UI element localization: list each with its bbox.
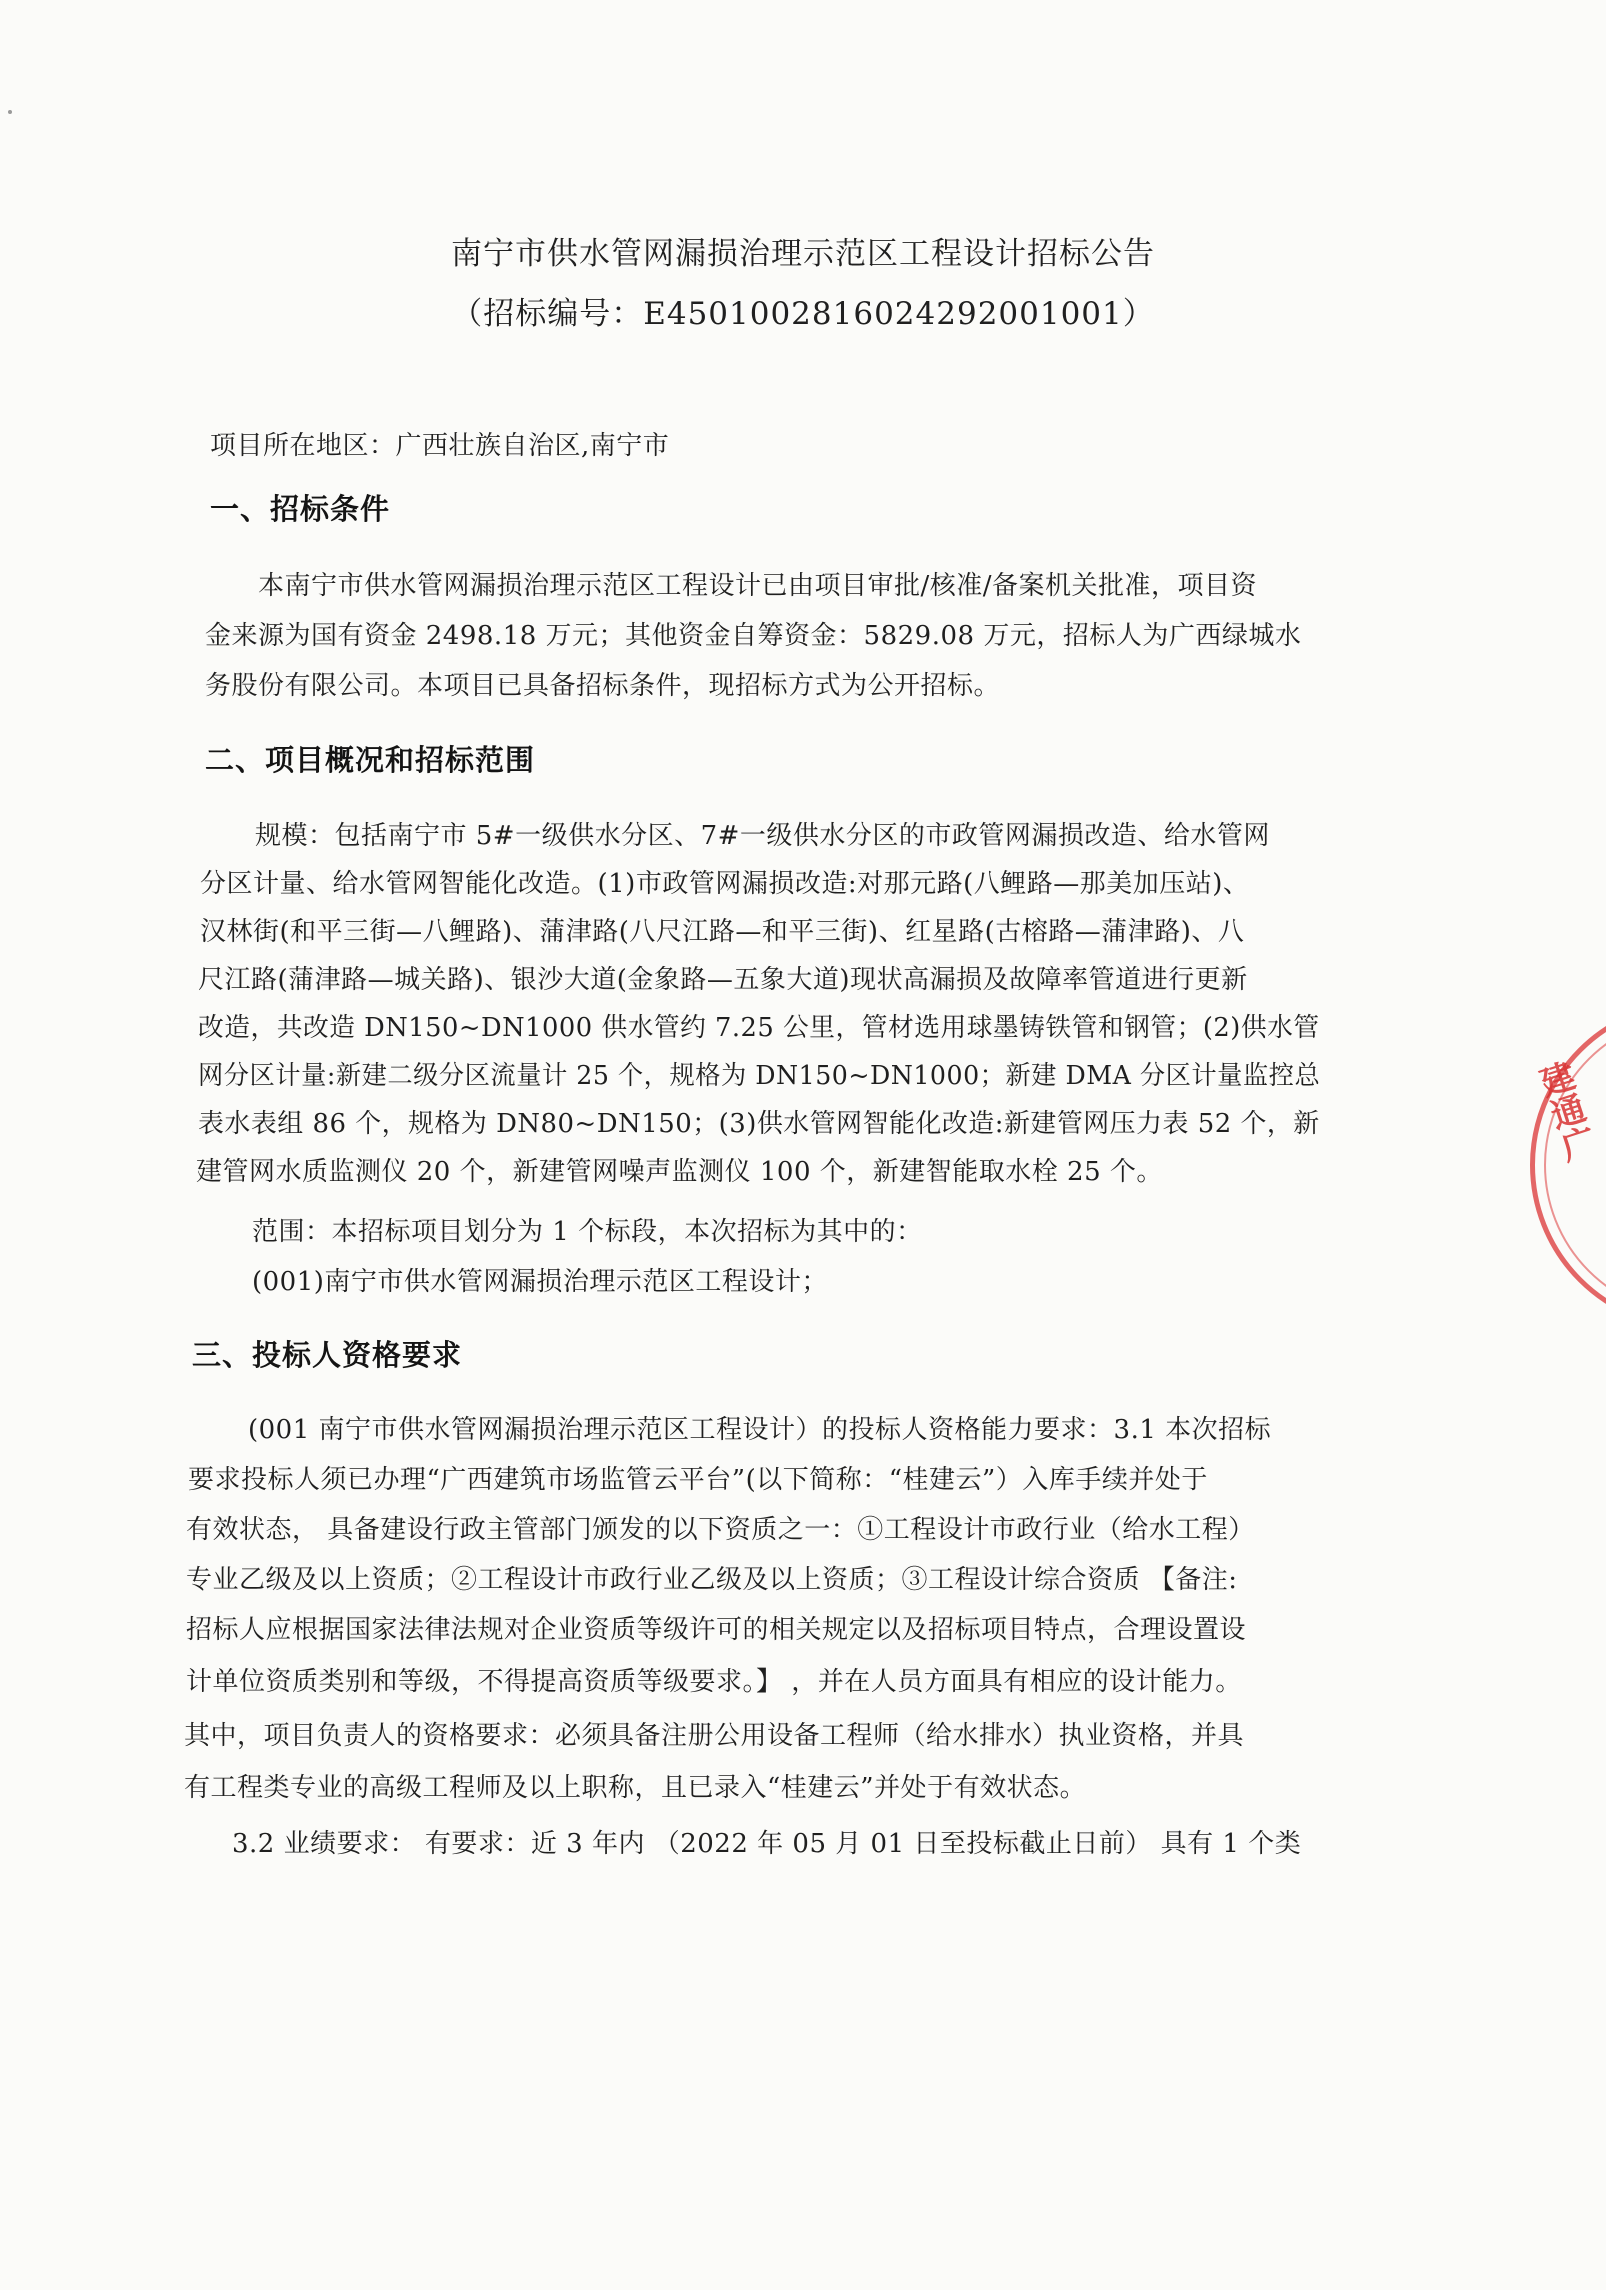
section-2-line: 尺江路(蒲津路—城关路)、银沙大道(金象路—五象大道)现状高漏损及故障率管道进行更新 <box>198 965 1248 995</box>
section-heading-2: 二、项目概况和招标范围 <box>205 743 536 777</box>
section-1-line: 金来源为国有资金 2498.18 万元；其他资金自筹资金：5829.08 万元，招标人为广西绿城水 <box>205 621 1302 651</box>
section-2-line: 网分区计量:新建二级分区流量计 25 个，规格为 DN150~DN1000；新建 DMA 分区计量监控总 <box>198 1061 1321 1091</box>
section-1-line: 务股份有限公司。本项目已具备招标条件，现招标方式为公开招标。 <box>205 671 1001 701</box>
section-heading-1: 一、招标条件 <box>210 492 391 526</box>
official-seal-text: 建通广 <box>1529 1057 1600 1167</box>
section-2-line: 改造，共改造 DN150~DN1000 供水管约 7.25 公里，管材选用球墨铸铁管和钢管；(2)供水管 <box>198 1013 1320 1043</box>
section-2-line: 建管网水质监测仪 20 个，新建管网噪声监测仪 100 个，新建智能取水栓 25 个。 <box>196 1157 1163 1187</box>
project-location: 项目所在地区：广西壮族自治区,南宁市 <box>210 431 670 461</box>
section-3-line: 招标人应根据国家法律法规对企业资质等级许可的相关规定以及招标项目特点，合理设置设 <box>186 1615 1247 1645</box>
section-3-line: 其中，项目负责人的资格要求：必须具备注册公用设备工程师（给水排水）执业资格，并具 <box>184 1721 1245 1751</box>
section-2-line: 汉林街(和平三街—八鲤路)、蒲津路(八尺江路—和平三街)、红星路(古榕路—蒲津路)、八 <box>200 917 1245 947</box>
bid-number: （招标编号：E4501002816024292001001） <box>451 296 1155 332</box>
section-heading-3: 三、投标人资格要求 <box>192 1338 463 1372</box>
scan-speck <box>8 110 12 114</box>
section-2-line: 分区计量、给水管网智能化改造。(1)市政管网漏损改造:对那元路(八鲤路—那美加压站)、 <box>200 869 1250 899</box>
section-3-line: 专业乙级及以上资质；②工程设计市政行业乙级及以上资质；③工程设计综合资质 【备注: <box>186 1565 1238 1595</box>
section-3-line: (001 南宁市供水管网漏损治理示范区工程设计）的投标人资格能力要求：3.1 本次招标 <box>248 1415 1272 1445</box>
document-title: 南宁市供水管网漏损治理示范区工程设计招标公告 <box>451 236 1155 272</box>
section-2-line: 规模：包括南宁市 5#一级供水分区、7#一级供水分区的市政管网漏损改造、给水管网 <box>255 821 1270 851</box>
section-2-line: 表水表组 86 个，规格为 DN80~DN150；(3)供水管网智能化改造:新建管网压力表 52 个，新 <box>198 1109 1320 1139</box>
section-3-line: 计单位资质类别和等级，不得提高资质等级要求。】 ，并在人员方面具有相应的设计能力。 <box>186 1667 1242 1697</box>
section-1-line: 本南宁市供水管网漏损治理示范区工程设计已由项目审批/核准/备案机关批准，项目资 <box>258 571 1258 601</box>
section-3-line: 有效状态， 具备建设行政主管部门颁发的以下资质之一：①工程设计市政行业（给水工程） <box>186 1515 1255 1545</box>
section-3-line: 3.2 业绩要求： 有要求：近 3 年内 （2022 年 05 月 01 日至投标截止日前） 具有 1 个类 <box>232 1829 1302 1859</box>
section-3-line: 有工程类专业的高级工程师及以上职称，且已录入“桂建云”并处于有效状态。 <box>184 1773 1087 1803</box>
section-2-line: 范围：本招标项目划分为 1 个标段，本次招标为其中的： <box>252 1217 923 1247</box>
section-2-line: (001)南宁市供水管网漏损治理示范区工程设计； <box>252 1267 828 1297</box>
section-3-line: 要求投标人须已办理“广西建筑市场监管云平台”(以下简称：“桂建云”）入库手续并处于 <box>188 1465 1208 1495</box>
